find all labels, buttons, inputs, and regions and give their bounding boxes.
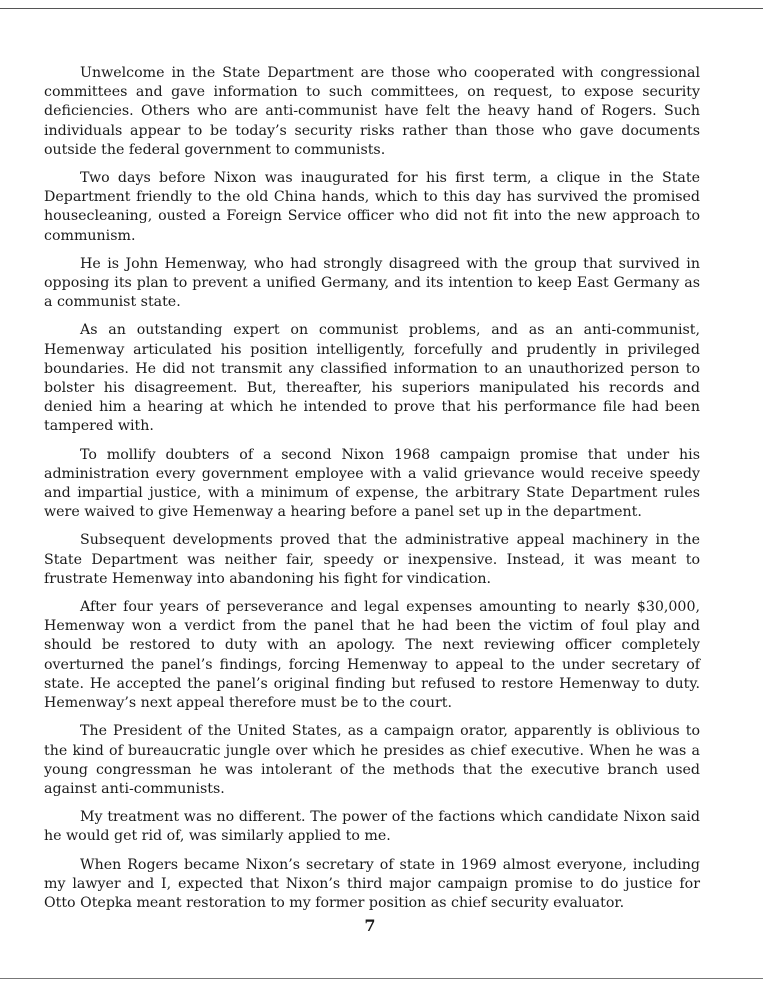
paragraph-7: After four years of perseverance and legal expenses amounting to nearly $30,000, Hemenway won a verdict from the panel that he had been the victim of foul play and should be restored to duty with an apology. The next reviewing officer completely overturned the panel’s findings, forcing Hemenway to appeal to the under secretary of state. He accepted the panel’s original finding but refused to restore Hemenway to duty. Hemenway’s next appeal therefore must be to the court. [44, 599, 700, 712]
paragraph-2: Two days before Nixon was inaugurated for his first term, a clique in the State Department friendly to the old China hands, which to this day has survived the promised housecleaning, ousted a Foreign Service officer who did not fit into the new approach to communism. [44, 170, 700, 244]
paragraph-3: He is John Hemenway, who had strongly disagreed with the group that survived in opposing its plan to prevent a unified Germany, and its intention to keep East Germany as a communist state. [44, 255, 700, 311]
paragraph-6: Subsequent developments proved that the administrative appeal machinery in the State Department was neither fair, speedy or inexpensive. Instead, it was meant to frustrate Hemenway into abandoning his fight for vindication. [44, 532, 700, 587]
page-body [44, 64, 700, 922]
paragraph-5: To mollify doubters of a second Nixon 1968 campaign promise that under his administration every government employee with a valid grievance would receive speedy and impartial justice, with a minimum of expense, the arbitrary State Department rules were waived to give Hemenway a hearing before a panel set up in the department. [44, 446, 700, 521]
bottom-rule [0, 978, 763, 979]
paragraph-8: The President of the United States, as a campaign orator, apparently is oblivious to the kind of bureaucratic jungle over which he presides as chief executive. When he was a young congressman he was intolerant of the methods that the executive branch used against anti-communists. [44, 723, 700, 797]
paragraph-1: Unwelcome in the State Department are those who cooperated with congressional committees and gave information to such committees, on request, to expose security deficiencies. Others who are anti-communist have felt the heavy hand of Rogers. Such individuals appear to be today’s security risks rather than those who gave documents outside the federal government to communists. [44, 65, 700, 158]
top-rule [0, 8, 763, 9]
paragraph-9: My treatment was no different. The power of the factions which candidate Nixon said he would get rid of, was similarly applied to me. [44, 809, 700, 845]
paragraph-10: When Rogers became Nixon’s secretary of state in 1969 almost everyone, including my lawyer and I, expected that Nixon’s third major campaign promise to do justice for Otto Otepka meant restoration to my former position as chief security evaluator. [44, 856, 700, 911]
page-number: 7 [364, 916, 376, 935]
paragraph-4: As an outstanding expert on communist problems, and as an anti-communist, Hemenway articulated his position intelligently, forcefully and prudently in privileged boundaries. He did not transmit any classified information to an unauthorized person to bolster his disagreement. But, thereafter, his superiors manipulated his records and denied him a hearing at which he intended to prove that his performance file had been tampered with. [44, 322, 700, 435]
